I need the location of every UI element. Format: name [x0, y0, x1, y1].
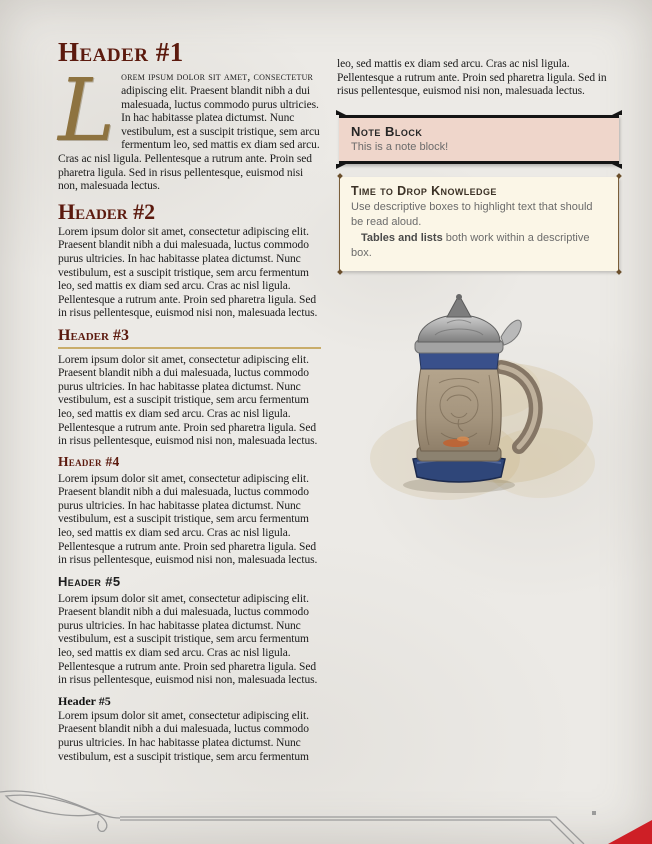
descriptive-box-rest-text: both work within a descriptive box.: [351, 231, 590, 260]
footer-rule: [120, 817, 584, 844]
heading-5-smallcaps: Header #5: [58, 573, 121, 589]
note-corner-wedge: [612, 110, 622, 115]
heading-2: Header #2: [58, 198, 156, 224]
right-column: [337, 58, 621, 510]
paragraph-truncated: Lorem ipsum dolor sit amet, consectetur adipiscing elit. Praesent blandit nibh a dui malesuada, luctus commodo purus ultricies. In hac habitasse platea dictumst. Nunc vestibulum, est a suscipit tristique, sem arcu fermentum: [58, 709, 309, 763]
paragraph: Lorem ipsum dolor sit amet, consectetur adipiscing elit. Praesent blandit nibh a dui malesuada, luctus commodo purus ultricies. In hac habitasse platea dictumst. Nunc vestibulum, est a suscipit tristique, sem arcu fermentum leo, sed mattis ex diam sed arcu. Cras ac nisl ligula. Pellentesque a rutrum ante. Proin sed pharetra ligula. Sed in risus pellentesque, euismod nisi non, malesuada lectus.: [58, 592, 318, 687]
paragraph: Lorem ipsum dolor sit amet, consectetur adipiscing elit. Praesent blandit nibh a dui malesuada, luctus commodo purus ultricies. In hac habitasse platea dictumst. Nunc vestibulum, est a suscipit tristique, sem arcu fermentum leo, sed mattis ex diam sed arcu. Cras ac nisl ligula. Pellentesque a rutrum ante. Proin sed pharetra ligula. Sed in risus pellentesque, euismod nisi non, malesuada lectus.: [58, 472, 318, 567]
heading-3: Header #3: [58, 327, 321, 349]
descriptive-box-corner-dot: [337, 269, 343, 275]
drop-cap-letter: L: [58, 61, 116, 162]
note-block: [339, 115, 619, 164]
stein-illustration: [337, 293, 621, 510]
footer-decoration: [0, 784, 652, 844]
descriptive-box-corner-dot: [337, 173, 343, 179]
corner-red-triangle: [608, 820, 652, 844]
descriptive-box-line: [351, 231, 607, 262]
descriptive-box-line: Use descriptive boxes to highlight text that should be read aloud.: [351, 200, 593, 229]
heading-5-bold: Header #5: [58, 693, 111, 708]
beer-stein-image: [355, 293, 603, 505]
left-column: [58, 38, 321, 770]
dropcap-paragraph: [58, 61, 321, 193]
footer-flourish: [0, 791, 120, 831]
note-block-body: This is a note block!: [351, 140, 449, 153]
paragraph: Lorem ipsum dolor sit amet, consectetur adipiscing elit. Praesent blandit nibh a dui malesuada, luctus commodo purus ultricies. In hac habitasse platea dictumst. Nunc vestibulum, est a suscipit tristique, sem arcu fermentum leo, sed mattis ex diam sed arcu. Cras ac nisl ligula. Pellentesque a rutrum ante. Proin sed pharetra ligula. Sed in risus pellentesque, euismod nisi non, malesuada lectus.: [58, 353, 318, 448]
descriptive-box-corner-dot: [616, 269, 622, 275]
descriptive-box: [339, 177, 619, 271]
heading-4: Header #4: [58, 453, 120, 469]
note-block-title: Note Block: [351, 123, 423, 139]
note-corner-wedge: [612, 164, 622, 169]
heading-1: Header #1: [58, 37, 184, 67]
footer-square-dot: [592, 811, 596, 815]
descriptive-box-bold-text: Tables and lists: [361, 231, 443, 244]
paragraph: Lorem ipsum dolor sit amet, consectetur adipiscing elit. Praesent blandit nibh a dui malesuada, luctus commodo purus ultricies. In hac habitasse platea dictumst. Nunc vestibulum, est a suscipit tristique, sem arcu fermentum leo, sed mattis ex diam sed arcu. Cras ac nisl ligula. Pellentesque a rutrum ante. Proin sed pharetra ligula. Sed in risus pellentesque, euismod nisi non, malesuada lectus.: [58, 225, 318, 320]
paragraph-text: adipiscing elit. Praesent blandit nibh a dui malesuada, luctus commodo purus ultricies. In hac habitasse platea dictumst. Nunc vestibulum, est a suscipit tristique, sem arcu fermentum leo, sed mattis ex diam sed arcu. Cras ac nisl ligula. Pellentesque a rutrum ante. Proin sed pharetra ligula. Sed in risus pellentesque, euismod nisi non, malesuada lectus.: [58, 84, 320, 193]
lead-smallcaps-text: orem ipsum dolor sit amet, consectetur: [121, 71, 314, 84]
descriptive-box-title: Time to Drop Knowledge: [351, 183, 497, 198]
note-corner-wedge: [336, 110, 346, 115]
continuation-paragraph: leo, sed mattis ex diam sed arcu. Cras ac nisl ligula. Pellentesque a rutrum ante. Proin sed pharetra ligula. Sed in risus pellentesque, euismod nisi non, malesuada lectus.: [337, 58, 607, 98]
descriptive-box-corner-dot: [616, 173, 622, 179]
note-corner-wedge: [336, 164, 346, 169]
